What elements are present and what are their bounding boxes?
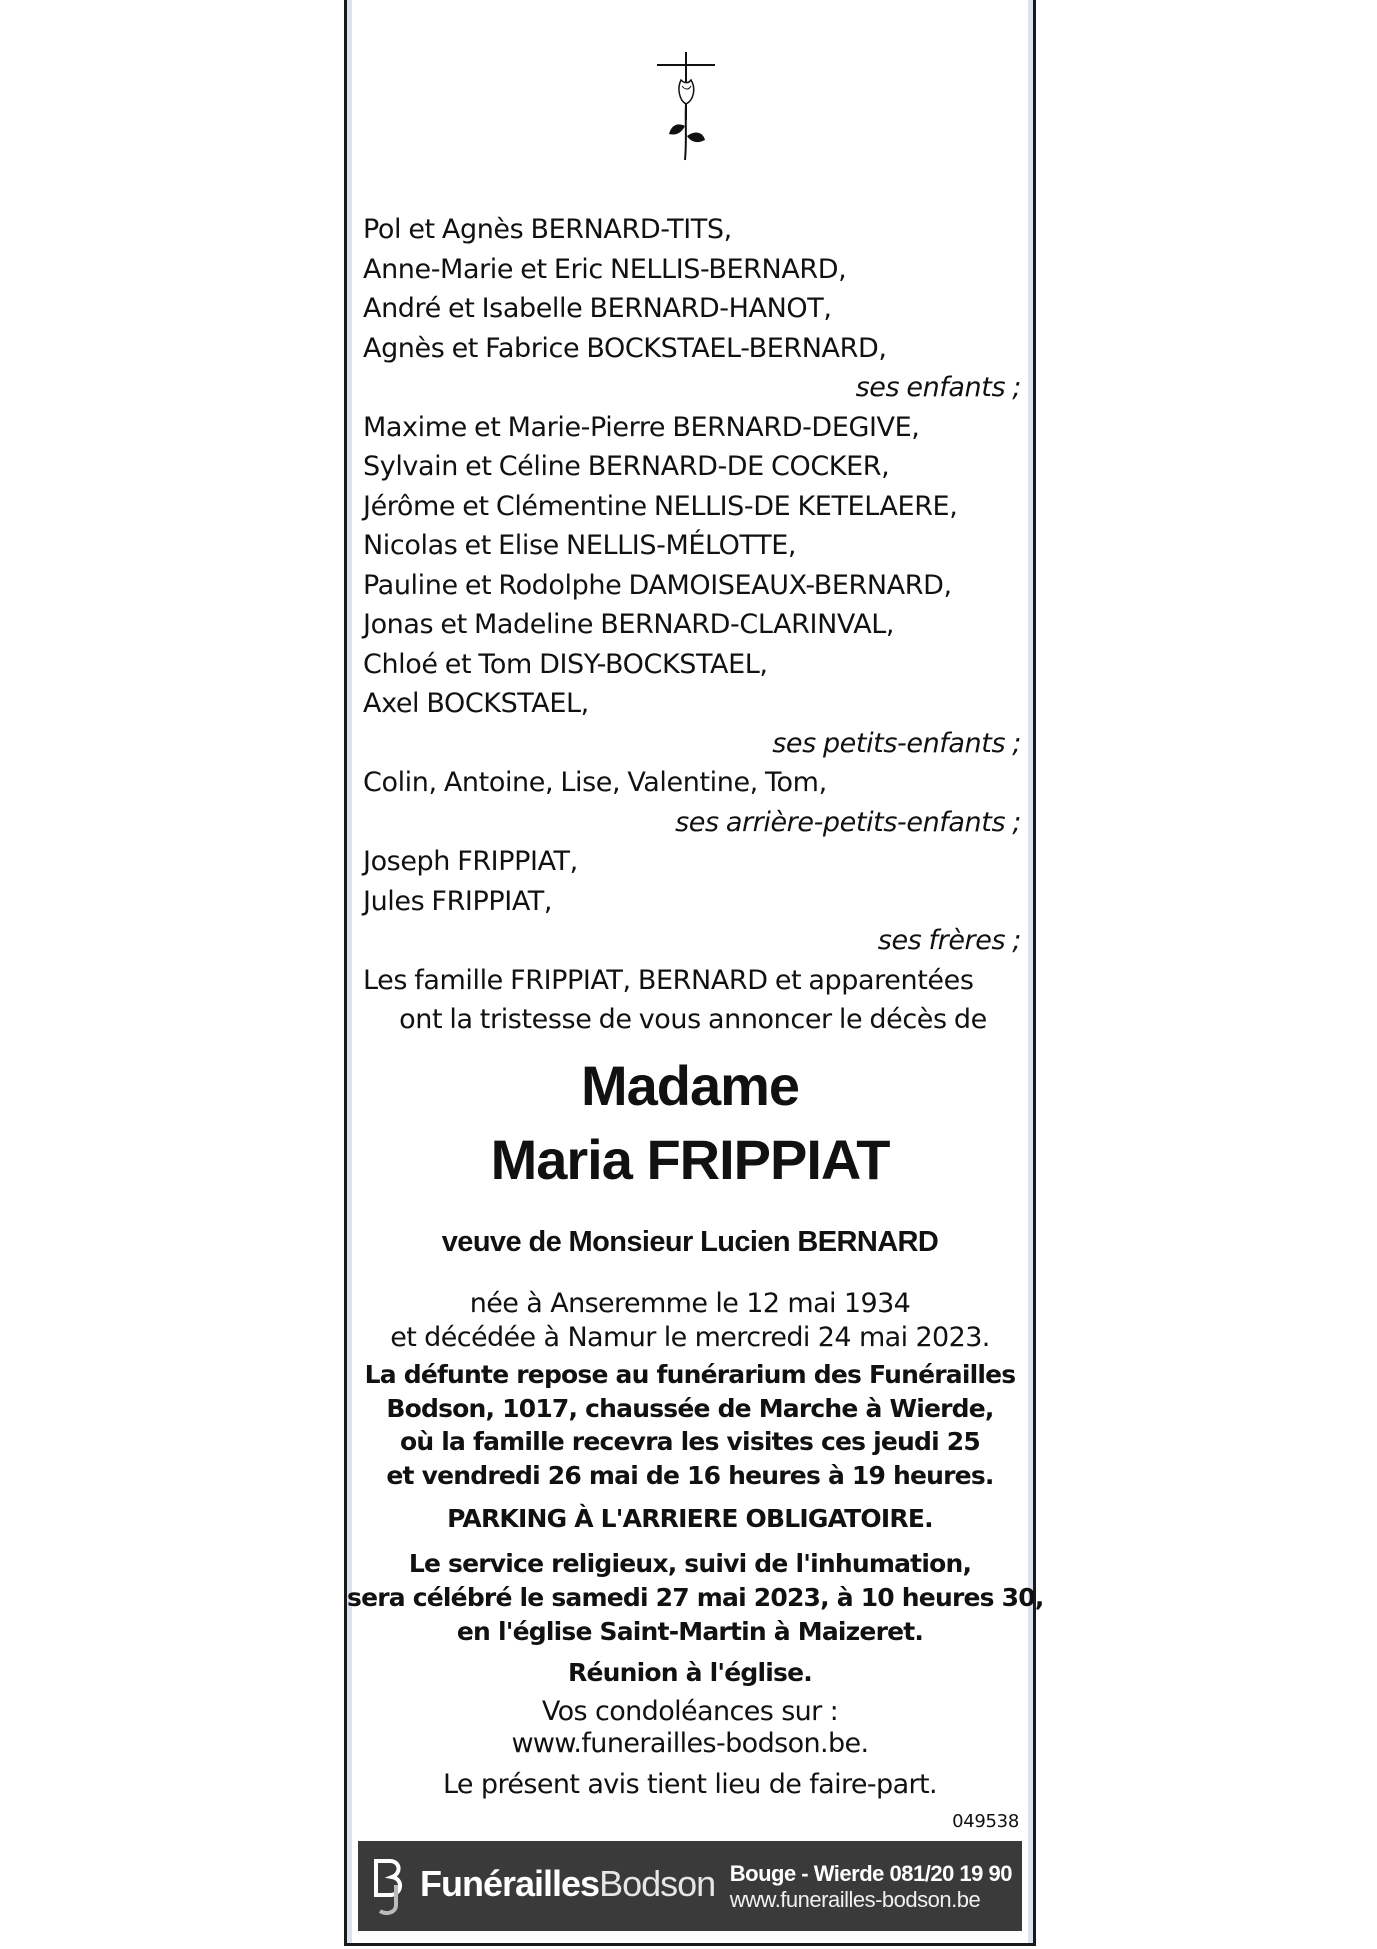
obituary-notice (344, 0, 1044, 1946)
widow-of: veuve de Monsieur Lucien BERNARD (441, 1226, 939, 1258)
contact-info (730, 1861, 1012, 1913)
repose-line: et vendredi 26 mai de 16 heures à 19 heures. (386, 1460, 994, 1490)
death-line: et décédée à Namur le mercredi 24 mai 2023. (390, 1322, 990, 1353)
survivor-line: Nicolas et Elise NELLIS-MÉLOTTE, (363, 530, 797, 561)
survivor-line: Axel BOCKSTAEL, (363, 688, 589, 719)
birth-death-dates (347, 1287, 1033, 1355)
cross-rose-icon (657, 50, 727, 162)
brand-funerailles: Funérailles (420, 1863, 600, 1904)
condolences-website: www.funerailles-bodson.be. (511, 1728, 869, 1759)
service-line: Le service religieux, suivi de l'inhumation, (408, 1549, 972, 1578)
repose-line: Bodson, 1017, chaussée de Marche à Wierde, (386, 1393, 994, 1423)
reunion-notice: Réunion à l'église. (568, 1658, 812, 1687)
birth-line: née à Anseremme le 12 mai 1934 (469, 1288, 911, 1319)
parking-notice: PARKING À L'ARRIERE OBLIGATOIRE. (447, 1504, 933, 1533)
survivor-line: André et Isabelle BERNARD-HANOT, (363, 293, 832, 324)
survivor-line: Les famille FRIPPIAT, BERNARD et apparentées (363, 964, 974, 996)
repose-line: La défunte repose au funérarium des Funérailles (364, 1360, 1016, 1389)
survivor-line: Chloé et Tom DISY-BOCKSTAEL, (363, 648, 768, 680)
survivor-line: Sylvain et Céline BERNARD-DE COCKER, (363, 451, 890, 482)
survivor-line: Colin, Antoine, Lise, Valentine, Tom, (363, 767, 827, 798)
service-line: en l'église Saint-Martin à Maizeret. (456, 1617, 924, 1646)
survivor-line: Pauline et Rodolphe DAMOISEAUX-BERNARD, (363, 569, 952, 601)
reference-number: 049538 (952, 1811, 1019, 1832)
condolences (347, 1696, 1033, 1760)
survivor-line: Agnès et Fabrice BOCKSTAEL-BERNARD, (363, 332, 887, 364)
service-details (347, 1547, 1044, 1649)
announcement-line: ont la tristesse de vous annoncer le décès de (399, 1004, 987, 1035)
website-link[interactable]: www.funerailles-bodson.be (729, 1887, 981, 1912)
survivors-list (363, 210, 1023, 1040)
relation-label: ses frères ; (877, 925, 1021, 956)
relation-label: ses arrière-petits-enfants ; (675, 806, 1021, 838)
condolences-label: Vos condoléances sur : (541, 1696, 839, 1727)
funeral-home-banner (358, 1841, 1022, 1931)
survivor-line: Maxime et Marie-Pierre BERNARD-DEGIVE, (363, 411, 920, 443)
survivor-line: Jonas et Madeline BERNARD-CLARINVAL, (363, 609, 895, 640)
repose-line: où la famille recevra les visites ces jeudi 25 (400, 1427, 980, 1456)
survivor-line: Anne-Marie et Eric NELLIS-BERNARD, (363, 253, 847, 285)
relation-label: ses enfants ; (855, 372, 1021, 403)
deceased-name: Maria FRIPPIAT (490, 1128, 890, 1191)
location: Bouge - Wierde (729, 1861, 884, 1886)
brand-bodson: Bodson (599, 1863, 716, 1904)
relation-label: ses petits-enfants ; (772, 727, 1021, 759)
survivor-line: Jérôme et Clémentine NELLIS-DE KETELAERE, (363, 490, 958, 522)
repose-details (347, 1358, 1033, 1492)
survivor-line: Jules FRIPPIAT, (363, 885, 553, 917)
faire-part-note: Le présent avis tient lieu de faire-part. (442, 1769, 938, 1800)
bodson-logo-icon (370, 1855, 416, 1917)
brand-name (420, 1863, 715, 1905)
deceased-title: Madame (580, 1054, 800, 1117)
survivor-line: Joseph FRIPPIAT, (363, 846, 578, 877)
service-line: sera célébré le samedi 27 mai 2023, à 10 heures 30, (347, 1583, 1044, 1612)
phone-number: 081/20 19 90 (889, 1861, 1012, 1886)
survivor-line: Pol et Agnès BERNARD-TITS, (363, 214, 732, 245)
